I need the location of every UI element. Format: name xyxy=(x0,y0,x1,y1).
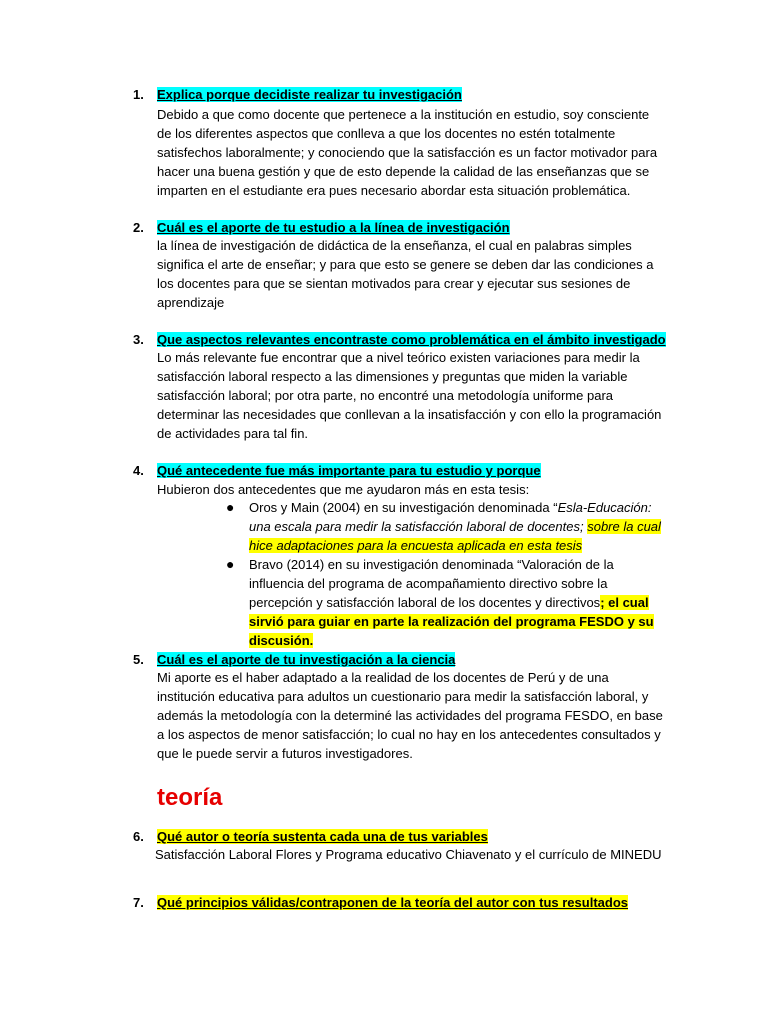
answer-1 xyxy=(157,105,657,200)
question-number: 7. xyxy=(133,895,144,910)
answer-line: de actividades para tal fin. xyxy=(157,426,309,441)
highlighted-text: ; el cual xyxy=(600,595,649,610)
question-1 xyxy=(133,86,462,103)
question-text: Cuál es el aporte de tu estudio a la línea de investigación xyxy=(157,220,510,235)
answer-text: Esla-Educación: xyxy=(557,500,652,515)
question-number: 6. xyxy=(133,829,144,844)
answer-line: de los diferentes aspectos que conlleva a que los docentes no estén totalmente xyxy=(157,126,616,141)
bullet-icon: ● xyxy=(226,499,235,515)
answer-line: la línea de investigación de didáctica de la enseñanza, el cual en palabras simples xyxy=(157,238,632,253)
answer-line: a los aspectos de menor satisfacción; lo cual no hay en los antecedentes consultados y xyxy=(157,727,661,742)
question-text: Qué antecedente fue más importante para tu estudio y porque xyxy=(157,463,541,478)
highlighted-text: hice adaptaciones para la encuesta aplicada en esta tesis xyxy=(249,538,583,553)
highlighted-text: sirvió para guiar en parte la realización del programa FESDO y su xyxy=(249,614,654,629)
answer-line: Debido a que como docente que pertenece a la institución en estudio, soy consciente xyxy=(157,107,650,122)
answer-line: que le puede servir a futuros investigadores. xyxy=(157,746,413,761)
question-text: Qué autor o teoría sustenta cada una de tus variables xyxy=(157,829,488,844)
answer-5 xyxy=(157,668,663,763)
highlighted-text: sobre la cual xyxy=(587,519,661,534)
answer-line: satisfacción laboral; por otra parte, no encontré una metodología uniforme para xyxy=(157,388,613,403)
answer-line: determinar las necesidades que conllevan a la insatisfacción y con ello la programación xyxy=(157,407,662,422)
question-number: 3. xyxy=(133,332,144,347)
answer-line: los docentes para que se sientan motivados para crear y ejecutar sus sesiones de xyxy=(157,276,631,291)
answer-line: satisfacción laboral respecto a las dimensiones y preguntas que miden la variable xyxy=(157,369,628,384)
question-2 xyxy=(133,219,510,236)
question-number: 1. xyxy=(133,87,144,102)
answer-line: Mi aporte es el haber adaptado a la realidad de los docentes de Perú y de una xyxy=(157,670,609,685)
question-number: 2. xyxy=(133,220,144,235)
answer-4-intro xyxy=(157,480,657,499)
question-7 xyxy=(133,894,628,911)
answer-line: institución educativa para adultos un cuestionario para medir la satisfacción laboral, y xyxy=(157,689,649,704)
question-text: Explica porque decidiste realizar tu investigación xyxy=(157,87,462,102)
answer-2 xyxy=(157,236,657,312)
answer-line: Bravo (2014) en su investigación denominada “Valoración de la xyxy=(249,557,614,572)
question-text: Que aspectos relevantes encontraste como problemática en el ámbito investigado xyxy=(157,332,666,347)
answer-text: percepción y satisfacción laboral de los docentes y directivos xyxy=(249,595,601,610)
answer-line: aprendizaje xyxy=(157,295,225,310)
answer-6 xyxy=(155,845,662,864)
question-text: Qué principios válidas/contraponen de la teoría del autor con tus resultados xyxy=(157,895,628,910)
answer-text: una escala para medir la satisfacción laboral de docentes; xyxy=(249,519,584,534)
answer-line: significa el arte de enseñar; y para que esto se genere se deben dar las condiciones a xyxy=(157,257,654,272)
answer-line: Satisfacción Laboral Flores y Programa educativo Chiavenato y el currículo de MINEDU xyxy=(155,847,662,862)
bullet-icon: ● xyxy=(226,556,235,572)
antecedent-2 xyxy=(249,555,669,650)
question-3 xyxy=(133,331,666,348)
answer-text: Oros y Main (2004) en su investigación denominada “ xyxy=(249,500,558,515)
answer-line: Lo más relevante fue encontrar que a nivel teórico existen variaciones para medir la xyxy=(157,350,640,365)
question-5 xyxy=(133,651,455,668)
antecedent-1 xyxy=(249,498,669,555)
question-text: Cuál es el aporte de tu investigación a la ciencia xyxy=(157,652,456,667)
answer-line: además la metodología con la determiné las actividades del programa FESDO, en base xyxy=(157,708,663,723)
answer-3 xyxy=(157,348,662,443)
highlighted-text: discusión. xyxy=(249,633,314,648)
answer-line: imparten en el estudiante era pues necesario abordar esta situación problemática. xyxy=(157,183,631,198)
answer-line: hacer una buena gestión y que de esto depende la calidad de las enseñanzas que se xyxy=(157,164,650,179)
answer-line: influencia del programa de acompañamiento directivo sobre la xyxy=(249,576,608,591)
section-title: teoría xyxy=(157,784,223,811)
question-number: 5. xyxy=(133,652,144,667)
question-number: 4. xyxy=(133,463,144,478)
question-6 xyxy=(133,828,488,845)
answer-line: Hubieron dos antecedentes que me ayudaron más en esta tesis: xyxy=(157,482,530,497)
question-4 xyxy=(133,462,541,479)
answer-line: satisfechos laboralmente; y conociendo que la satisfacción es un factor motivador para xyxy=(157,145,658,160)
